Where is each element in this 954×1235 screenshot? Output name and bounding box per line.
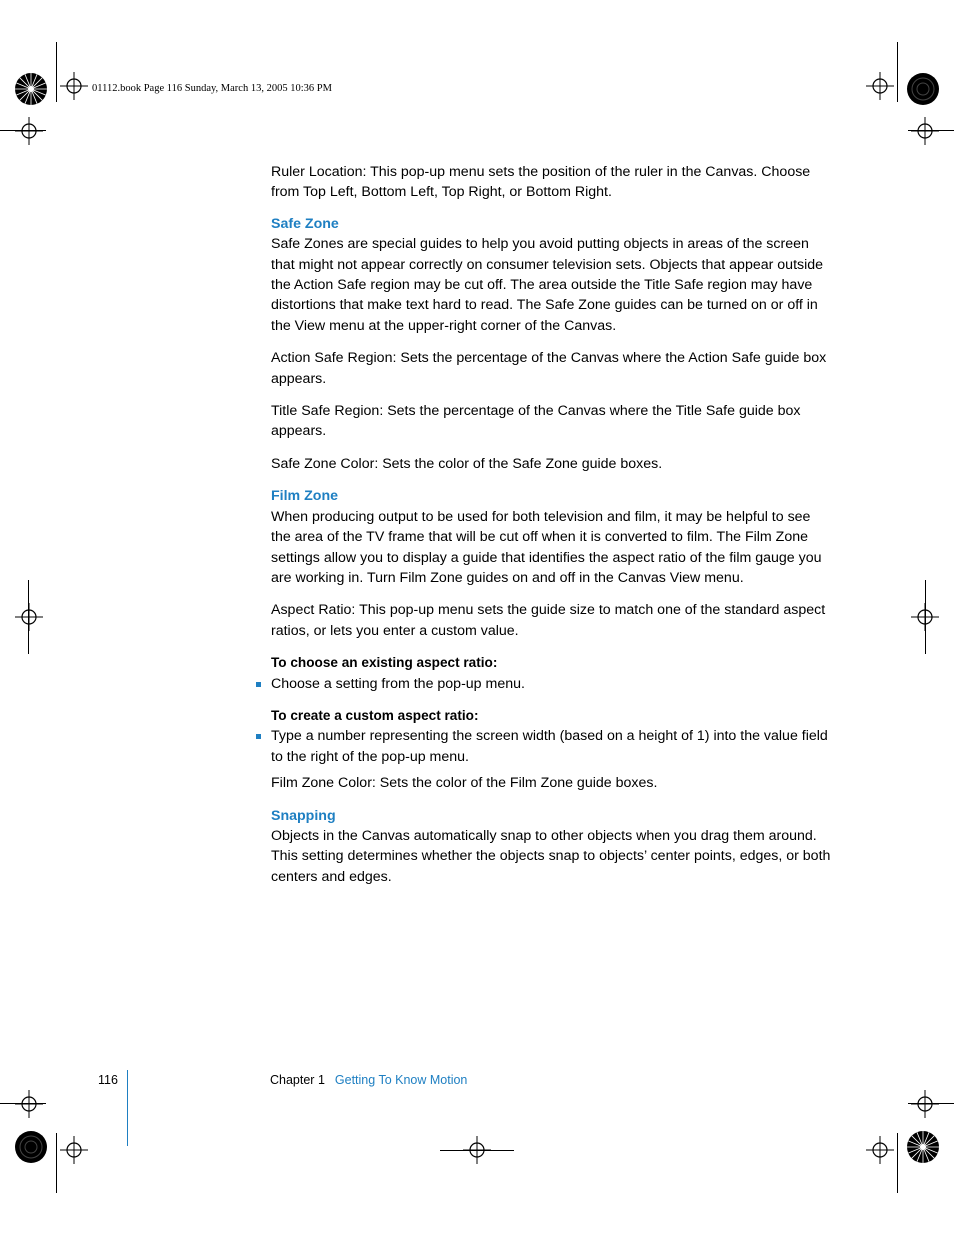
crosshair-registration-icon [911,117,939,145]
crop-line [897,1133,898,1193]
crosshair-registration-icon [911,1090,939,1118]
term-action-safe: Action Safe Region [271,350,393,367]
page-number: 116 [98,1073,118,1087]
sunburst-registration-icon [14,72,48,106]
heading-film-zone: Film Zone [271,488,338,505]
ruler-location-text: : This pop-up menu sets the position of the ruler in the Canvas. Choose from Top Left, Bottom Left, Top Right, or Bottom Right. [271,164,811,201]
print-slug: 01112.book Page 116 Sunday, March 13, 2005 10:36 PM [92,83,332,94]
safe-zone-color-paragraph [271,454,831,474]
heading-safe-zone: Safe Zone [271,215,339,232]
crop-line [56,1133,57,1193]
snapping-body: Objects in the Canvas automatically snap to other objects when you drag them around. This setting determines whether the objects snap to objects’ center points, edges, or both centers and edges. [271,827,831,885]
crosshair-registration-icon [15,117,43,145]
action-safe-paragraph [271,348,831,389]
sunburst-registration-icon [906,1130,940,1164]
crosshair-registration-icon [463,1136,491,1164]
film-zone-color-paragraph [271,773,831,793]
term-aspect-ratio: Aspect Ratio: [271,602,356,619]
crosshair-registration-icon [866,72,894,100]
bullet-square-icon [256,682,261,687]
title-safe-text: : Sets the percentage of the Canvas where the Title Safe guide box appears. [271,403,801,440]
sunburst-registration-icon [14,1130,48,1164]
safe-zone-body: Safe Zones are special guides to help you avoid putting objects in areas of the screen that might not appear correctly on consumer television sets. Objects that appear outside the Action Safe region may be cut off. The area outside the Title Safe region may have distortions that make text hard to read. The Safe Zone guides can be turned on or off in the View menu at the upper-right corner of the Canvas. [271,236,824,334]
crosshair-registration-icon [866,1136,894,1164]
term-title-safe: Title Safe Region [271,403,380,420]
film-zone-body: When producing output to be used for both television and film, it may be helpful to see the area of the TV frame that will be cut off when it is converted to film. The Film Zone settings allow you to display a guide that identifies the aspect ratio of the film gauge you are working in. Turn Film Zone guides on and off in the Canvas View menu. [271,508,822,586]
chapter-footer [270,1073,467,1087]
term-ruler-location: Ruler Location [271,164,363,180]
action-safe-text: : Sets the percentage of the Canvas where the Action Safe guide box appears. [271,350,827,387]
title-safe-paragraph [271,401,831,442]
heading-snapping: Snapping [271,807,336,824]
crosshair-registration-icon [60,72,88,100]
list-item: Type a number representing the screen width (based on a height of 1) into the value field to the right of the pop-up menu. [271,726,831,767]
crop-line [897,42,898,102]
ruler-location-paragraph [271,162,831,203]
task-heading-existing: To choose an existing aspect ratio: [271,655,498,671]
chapter-title: Getting To Know Motion [334,1073,468,1087]
crosshair-registration-icon [60,1136,88,1164]
term-safe-zone-color: Safe Zone Color [271,455,375,472]
safe-zone-color-text: : Sets the color of the Safe Zone guide boxes. [374,455,663,472]
aspect-ratio-paragraph [271,600,831,641]
crosshair-registration-icon [15,1090,43,1118]
task-heading-custom: To create a custom aspect ratio: [271,707,479,723]
page-content [271,162,831,887]
film-zone-color-text: Sets the color of the Film Zone guide boxes. [375,775,658,792]
footer-divider [127,1070,128,1146]
crosshair-registration-icon [15,603,43,631]
term-film-zone-color: Film Zone Color: [271,775,376,792]
chapter-label: Chapter 1 [270,1073,325,1087]
sunburst-registration-icon [906,72,940,106]
bullet-square-icon [256,734,261,739]
list-item: Choose a setting from the pop-up menu. [271,674,831,694]
aspect-ratio-text: This pop-up menu sets the guide size to match one of the standard aspect ratios, or lets you enter a custom value. [271,602,826,639]
crop-line [56,42,57,102]
crosshair-registration-icon [911,603,939,631]
